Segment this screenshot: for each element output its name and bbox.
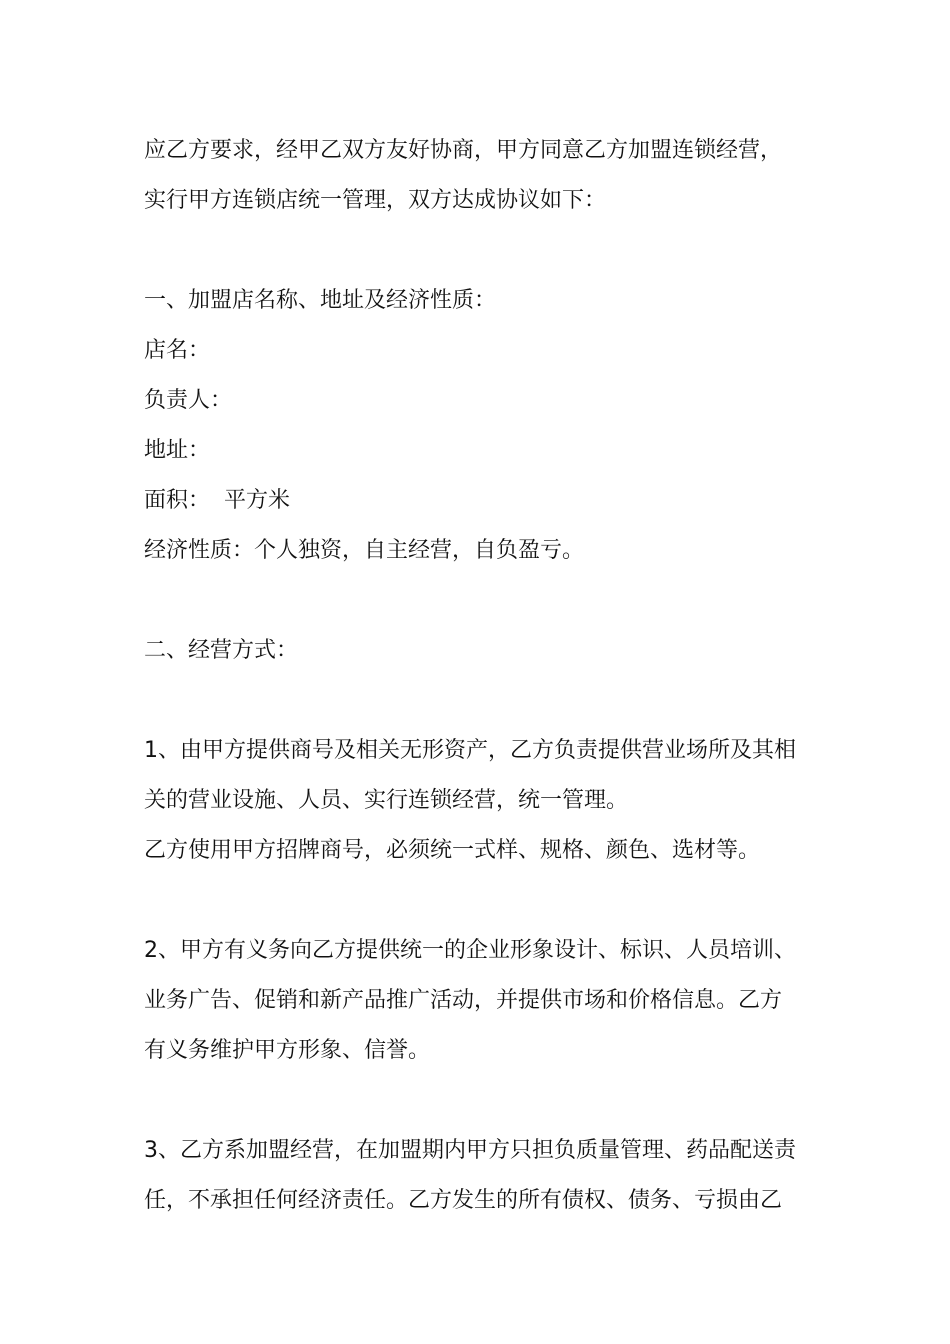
paragraph-gap bbox=[144, 876, 824, 926]
clause-line: 业务广告、促销和新产品推广活动，并提供市场和价格信息。乙方 bbox=[144, 988, 783, 1013]
field-economic-nature: 经济性质：个人独资，自主经营，自负盈亏。 bbox=[144, 538, 585, 563]
field-area: 面积： 平方米 bbox=[144, 488, 290, 513]
paragraph-gap bbox=[144, 226, 824, 276]
paragraph-gap bbox=[144, 1076, 824, 1126]
field-address: 地址： bbox=[144, 438, 211, 463]
clause-line: 关的营业设施、人员、实行连锁经营，统一管理。 bbox=[144, 788, 629, 813]
field-responsible-person: 负责人： bbox=[144, 388, 233, 413]
intro-line: 应乙方要求，经甲乙双方友好协商，甲方同意乙方加盟连锁经营， bbox=[144, 138, 783, 163]
section-heading: 一、加盟店名称、地址及经济性质： bbox=[144, 288, 497, 313]
document-body bbox=[144, 126, 824, 1226]
paragraph-gap bbox=[144, 676, 824, 726]
field-store-name: 店名： bbox=[144, 338, 211, 363]
clause-line: 乙方使用甲方招牌商号，必须统一式样、规格、颜色、选材等。 bbox=[144, 838, 761, 863]
clause-line: 2、甲方有义务向乙方提供统一的企业形象设计、标识、人员培训、 bbox=[144, 938, 796, 963]
section-heading: 二、经营方式： bbox=[144, 638, 299, 663]
clause-line: 任，不承担任何经济责任。乙方发生的所有债权、债务、亏损由乙 bbox=[144, 1188, 783, 1213]
intro-line: 实行甲方连锁店统一管理，双方达成协议如下： bbox=[144, 188, 607, 213]
clause-line: 3、乙方系加盟经营，在加盟期内甲方只担负质量管理、药品配送责 bbox=[144, 1138, 796, 1163]
clause-line: 1、由甲方提供商号及相关无形资产，乙方负责提供营业场所及其相 bbox=[144, 738, 796, 763]
paragraph-gap bbox=[144, 576, 824, 626]
clause-line: 有义务维护甲方形象、信誉。 bbox=[144, 1038, 431, 1063]
